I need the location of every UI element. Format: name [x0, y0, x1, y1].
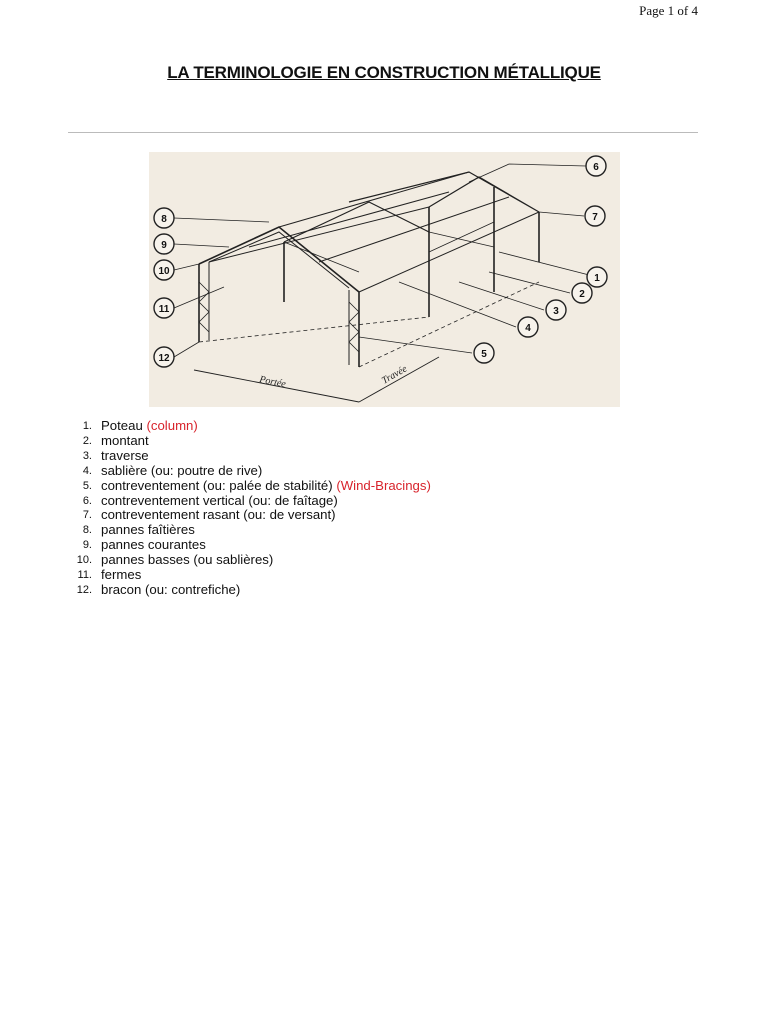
item-number: 10.	[76, 554, 92, 567]
term-text: traverse	[101, 447, 149, 463]
term-text: pannes faîtières	[101, 522, 195, 538]
callout-4: 4	[525, 323, 531, 334]
item-number: 5.	[82, 479, 92, 492]
page-title: LA TERMINOLOGIE EN CONSTRUCTION MÉTALLIQUE	[167, 63, 601, 82]
callout-3: 3	[553, 306, 559, 317]
terms-list	[70, 419, 431, 598]
item-number: 8.	[82, 524, 92, 537]
list-item	[70, 464, 431, 479]
list-item	[70, 434, 431, 449]
term-text: contreventement rasant (ou: de versant)	[101, 507, 336, 523]
span-label: Portée	[258, 374, 287, 391]
list-item	[70, 494, 431, 509]
list-item	[70, 523, 431, 538]
page-indicator: Page 1 of 4	[639, 3, 698, 18]
list-item	[70, 583, 431, 598]
diagram-drawing	[149, 152, 620, 407]
term-translation: (Wind-Bracings)	[336, 477, 431, 493]
divider	[68, 132, 698, 133]
list-item	[70, 479, 431, 494]
list-item	[70, 553, 431, 568]
callout-11: 11	[158, 304, 170, 315]
term-translation: (column)	[146, 418, 198, 433]
item-number: 9.	[82, 539, 92, 552]
term-text: pannes basses (ou sablières)	[101, 552, 274, 568]
callout-5: 5	[481, 349, 487, 360]
callout-1: 1	[594, 273, 600, 284]
list-item	[70, 568, 431, 583]
callout-6: 6	[593, 162, 599, 173]
term-text: fermes	[101, 567, 142, 583]
term-text: contreventement vertical (ou: de faîtage)	[101, 492, 338, 508]
list-item	[70, 508, 431, 523]
term-text: pannes courantes	[101, 537, 206, 553]
callout-10: 10	[158, 266, 170, 277]
term-text: bracon (ou: contrefiche)	[101, 581, 241, 597]
term-text: Poteau	[101, 418, 143, 433]
item-number: 6.	[82, 494, 92, 507]
term-text: contreventement (ou: palée de stabilité)	[101, 477, 333, 493]
callout-2: 2	[579, 289, 585, 300]
bay-label: Travée	[380, 363, 410, 387]
list-item	[70, 538, 431, 553]
steel-frame-diagram	[149, 152, 620, 407]
item-number: 7.	[82, 509, 92, 522]
callout-7: 7	[592, 212, 598, 223]
item-number: 4.	[82, 464, 92, 477]
list-item	[70, 449, 431, 464]
callout-9: 9	[161, 240, 167, 251]
list-item	[70, 419, 431, 434]
item-number: 11.	[77, 569, 92, 582]
callout-8: 8	[161, 214, 167, 225]
item-number: 12.	[76, 583, 92, 596]
callout-12: 12	[158, 353, 170, 364]
term-text: montant	[101, 432, 149, 448]
item-number: 1.	[82, 420, 92, 432]
item-number: 3.	[82, 449, 92, 462]
item-number: 2.	[82, 434, 92, 447]
term-text: sablière (ou: poutre de rive)	[101, 462, 263, 478]
